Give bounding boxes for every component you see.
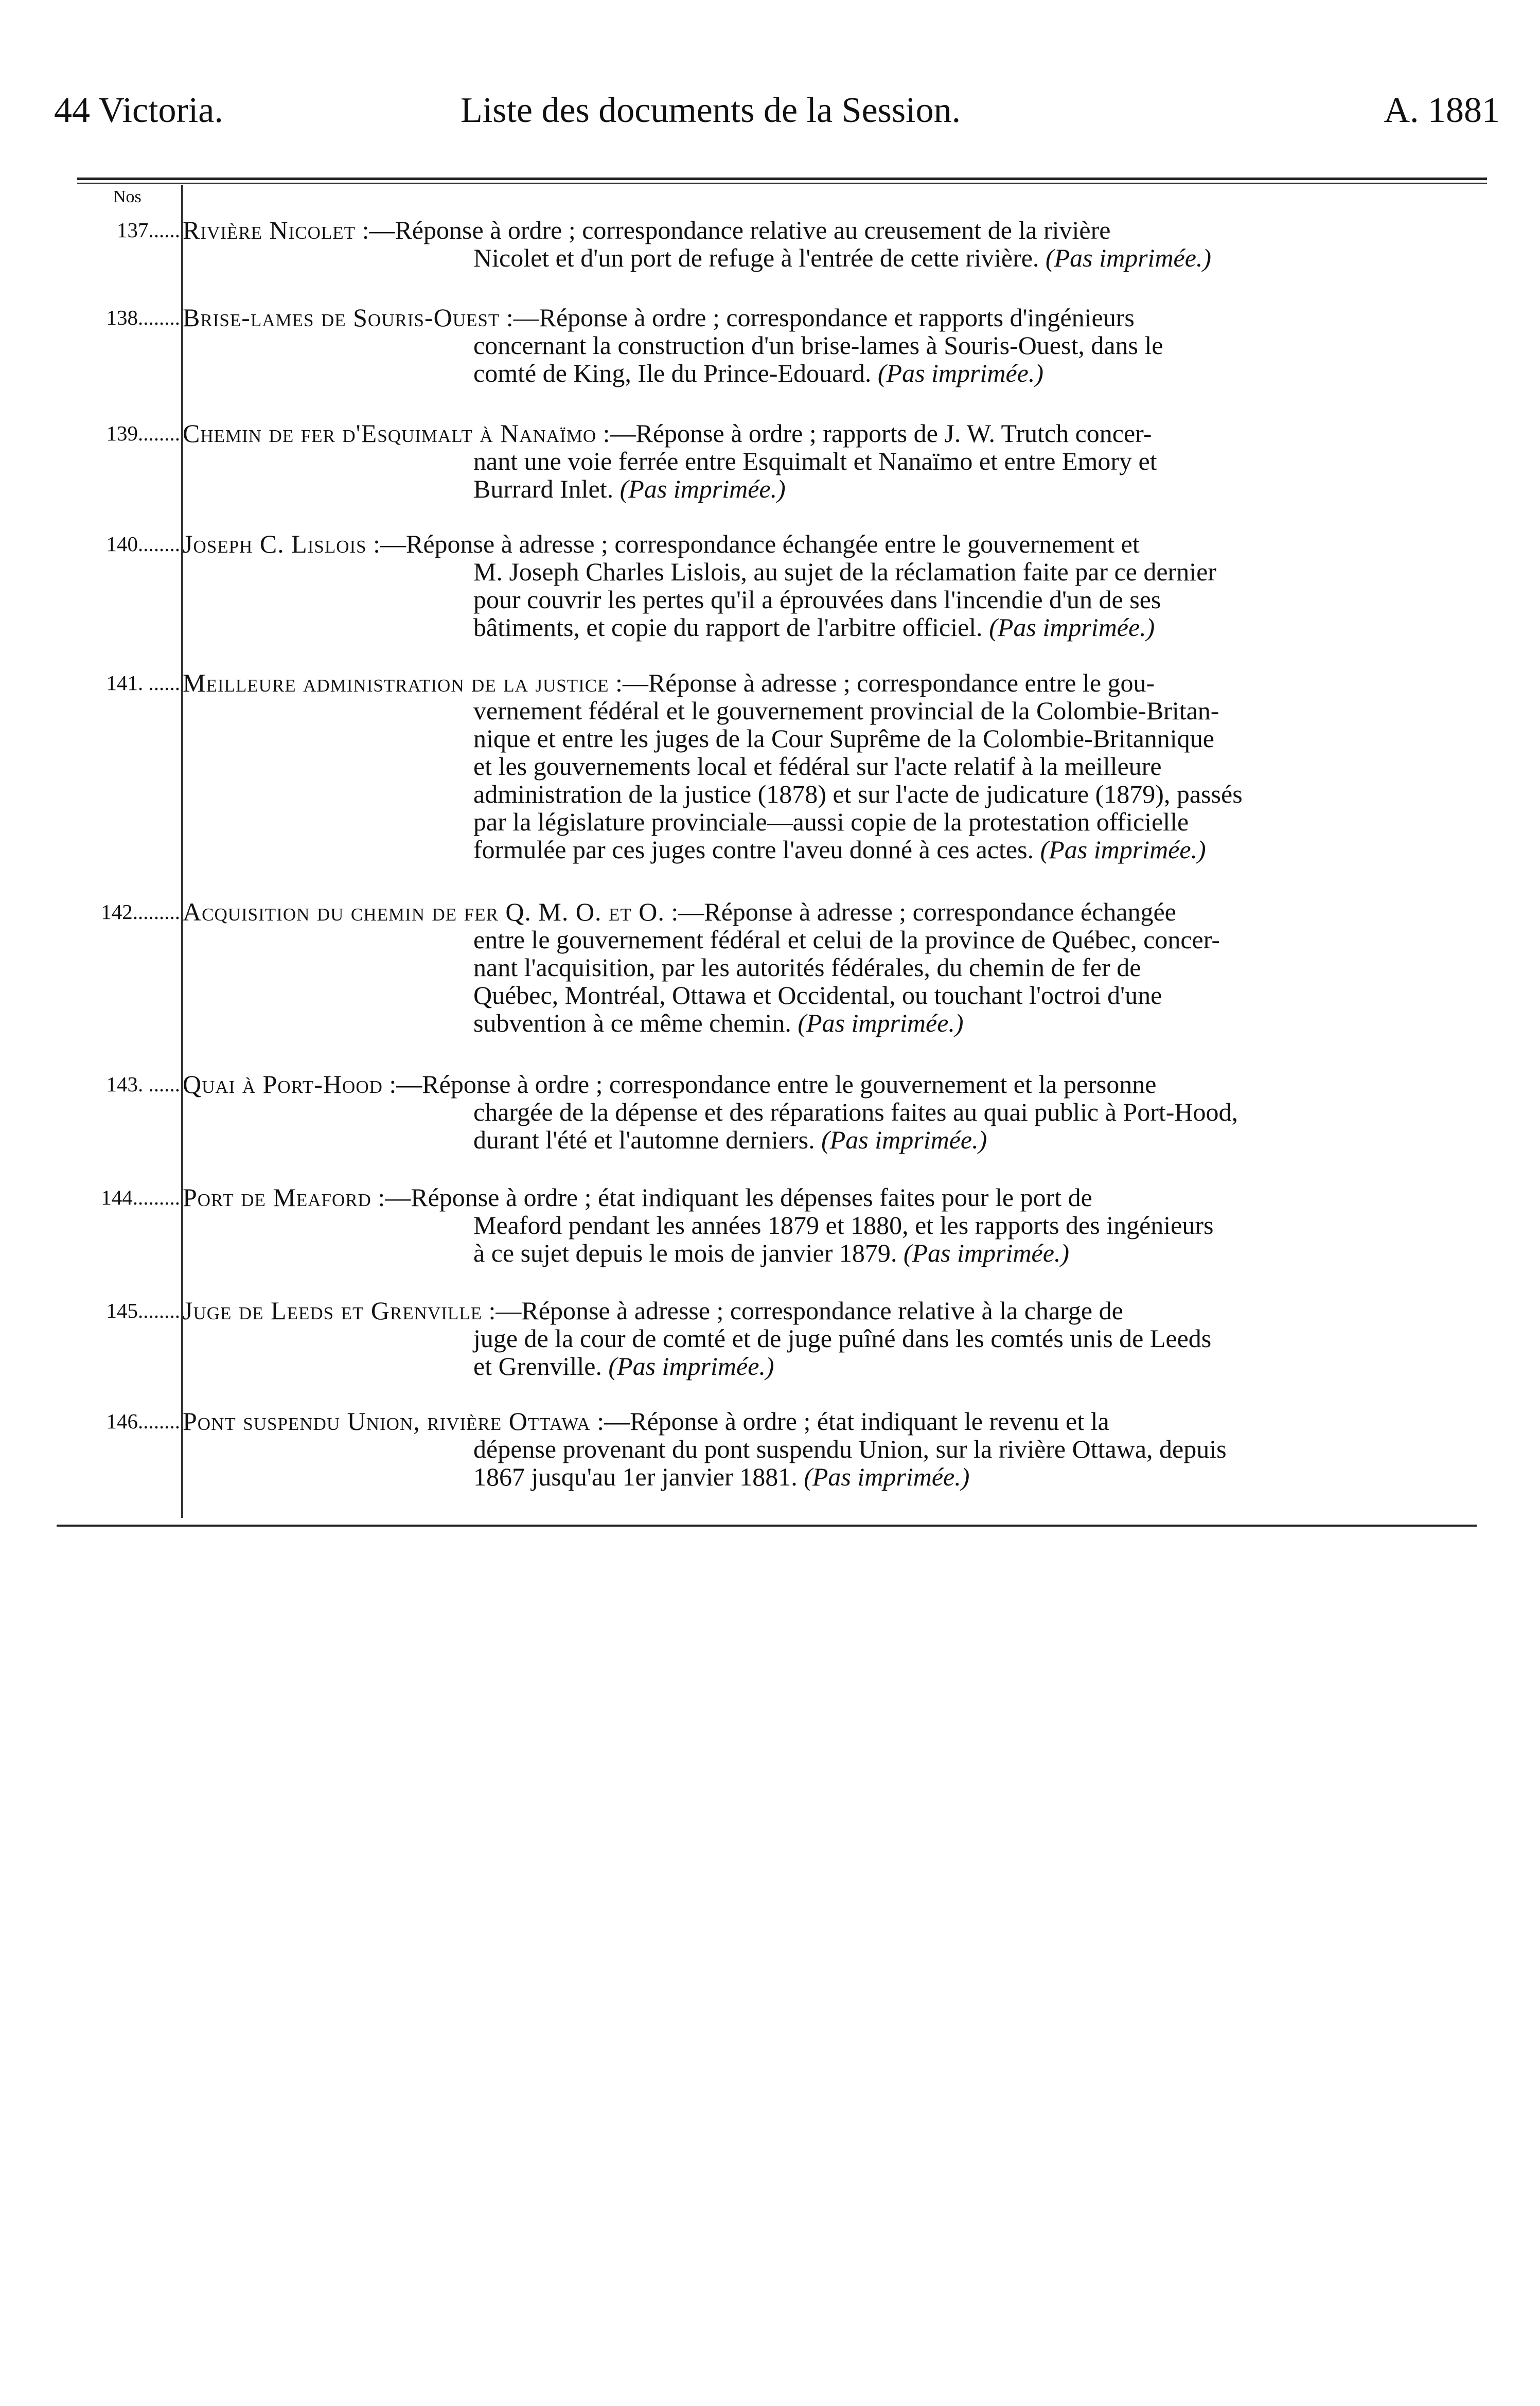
entry-line: chargée de la dépense et des réparations faites au quai public à Port-Hood,	[473, 1098, 1238, 1126]
entry-text	[183, 530, 1474, 641]
entry-line: :—Réponse à ordre ; état indiquant le revenu et la	[597, 1407, 1109, 1436]
entry-line: 1867 jusqu'au 1er janvier 1881.	[473, 1462, 798, 1491]
entry-text	[183, 216, 1474, 272]
entry-line: :—Réponse à adresse ; correspondance échangée entre le gouvernement et	[373, 529, 1140, 558]
entry-text	[183, 1070, 1474, 1154]
entry-line: :—Réponse à adresse ; correspondance échangée	[671, 897, 1176, 926]
entry-text	[183, 669, 1474, 863]
entry-note: (Pas imprimée.)	[1045, 243, 1212, 272]
entry-line: Nicolet et d'un port de refuge à l'entrée de cette rivière.	[473, 243, 1039, 272]
entry-line: comté de King, Ile du Prince-Edouard.	[473, 359, 872, 387]
entry-title: Juge de Leeds et Grenville	[183, 1296, 483, 1325]
bottom-rule	[57, 1525, 1477, 1527]
entry-line: bâtiments, et copie du rapport de l'arbitre officiel.	[473, 613, 983, 642]
entry-line: Meaford pendant les années 1879 et 1880, et les rapports des ingénieurs	[473, 1211, 1214, 1240]
entry-line: nant l'acquisition, par les autorités fédérales, du chemin de fer de	[473, 953, 1141, 982]
entry-line: M. Joseph Charles Lislois, au sujet de la réclamation faite par ce dernier	[473, 557, 1216, 586]
entry-number: 140........	[106, 532, 180, 556]
entry-line: :—Réponse à ordre ; correspondance relative au creusement de la rivière	[362, 216, 1111, 244]
entry-note: (Pas imprimée.)	[619, 474, 786, 503]
entry-line: à ce sujet depuis le mois de janvier 1879.	[473, 1239, 897, 1267]
top-rule-thick	[77, 178, 1487, 180]
column-label-nos: Nos	[113, 187, 141, 206]
entry-number: 141. ......	[106, 671, 180, 695]
entry-line: subvention à ce même chemin.	[473, 1009, 791, 1037]
entry-number: 137......	[117, 218, 180, 242]
entry-line: Québec, Montréal, Ottawa et Occidental, ou touchant l'octroi d'une	[473, 981, 1162, 1010]
entry-text	[183, 304, 1474, 387]
entry-line: formulée par ces juges contre l'aveu donné à ces actes.	[473, 835, 1034, 864]
entry-line: administration de la justice (1878) et sur l'acte de judicature (1879), passés	[473, 780, 1243, 808]
entry-title: Meilleure administration de la justice	[183, 668, 609, 697]
entry-line: nant une voie ferrée entre Esquimalt et Nanaïmo et entre Emory et	[473, 447, 1157, 475]
entry-note: (Pas imprimée.)	[821, 1125, 987, 1154]
entry-title: Brise-lames de Souris-Ouest	[183, 303, 500, 332]
entry-line: :—Réponse à adresse ; correspondance entre le gou-	[615, 668, 1155, 697]
entry-line: entre le gouvernement fédéral et celui de la province de Québec, concer-	[473, 925, 1220, 954]
entry-line: durant l'été et l'automne derniers.	[473, 1125, 815, 1154]
entry-number: 142.........	[101, 900, 180, 924]
entry-line: concernant la construction d'un brise-lames à Souris-Ouest, dans le	[473, 331, 1163, 360]
entry-note: (Pas imprimée.)	[989, 613, 1155, 642]
entry-line: :—Réponse à ordre ; état indiquant les dépenses faites pour le port de	[378, 1183, 1092, 1212]
entry-number: 146........	[106, 1409, 180, 1433]
entry-number: 144.........	[101, 1186, 180, 1209]
entry-line: vernement fédéral et le gouvernement provincial de la Colombie-Britan-	[473, 696, 1219, 725]
header-year: A. 1881	[1384, 91, 1500, 130]
entry-line: :—Réponse à ordre ; correspondance entre le gouvernement et la personne	[389, 1070, 1157, 1099]
entry-line: :—Réponse à ordre ; correspondance et rapports d'ingénieurs	[506, 303, 1135, 332]
entry-line: et les gouvernements local et fédéral sur l'acte relatif à la meilleure	[473, 752, 1162, 781]
entry-line: par la législature provinciale—aussi copie de la protestation officielle	[473, 807, 1189, 836]
entry-text	[183, 1297, 1474, 1380]
running-head	[54, 85, 1500, 136]
entry-line: dépense provenant du pont suspendu Union, sur la rivière Ottawa, depuis	[473, 1435, 1227, 1463]
entry-title: Quai à Port-Hood	[183, 1070, 383, 1099]
entry-line: nique et entre les juges de la Cour Suprême de la Colombie-Britannique	[473, 724, 1214, 753]
entry-note: (Pas imprimée.)	[1040, 835, 1206, 864]
entry-line: et Grenville.	[473, 1352, 602, 1381]
entry-line: Burrard Inlet.	[473, 474, 614, 503]
top-rule-thin	[77, 183, 1487, 184]
entry-title: Pont suspendu Union, rivière Ottawa	[183, 1407, 591, 1436]
entry-text	[183, 1183, 1474, 1267]
entry-title: Rivière Nicolet	[183, 216, 356, 244]
entry-line: :—Réponse à adresse ; correspondance relative à la charge de	[488, 1296, 1123, 1325]
entry-number: 138........	[106, 306, 180, 329]
entry-number: 143. ......	[106, 1072, 180, 1096]
entry-title: Port de Meaford	[183, 1183, 371, 1212]
entry-line: juge de la cour de comté et de juge puîné dans les comtés unis de Leeds	[473, 1324, 1212, 1353]
header-session-year: 44 Victoria.	[54, 91, 223, 130]
entry-note: (Pas imprimée.)	[798, 1009, 964, 1037]
entry-text	[183, 419, 1474, 503]
entry-note: (Pas imprimée.)	[608, 1352, 774, 1381]
entry-text	[183, 1407, 1474, 1491]
header-title: Liste des documents de la Session.	[461, 91, 961, 130]
entry-number: 139........	[106, 421, 180, 445]
entry-number: 145........	[106, 1299, 180, 1322]
entry-note: (Pas imprimée.)	[877, 359, 1044, 387]
entry-line: pour couvrir les pertes qu'il a éprouvées dans l'incendie d'un de ses	[473, 585, 1161, 614]
entry-line: :—Réponse à ordre ; rapports de J. W. Trutch concer-	[603, 419, 1152, 448]
entry-title: Acquisition du chemin de fer Q. M. O. et O.	[183, 897, 665, 926]
entry-title: Joseph C. Lislois	[183, 529, 367, 558]
entry-note: (Pas imprimée.)	[903, 1239, 1070, 1267]
entry-note: (Pas imprimée.)	[804, 1462, 970, 1491]
entry-title: Chemin de fer d'Esquimalt à Nanaïmo	[183, 419, 597, 448]
entry-text	[183, 898, 1474, 1037]
